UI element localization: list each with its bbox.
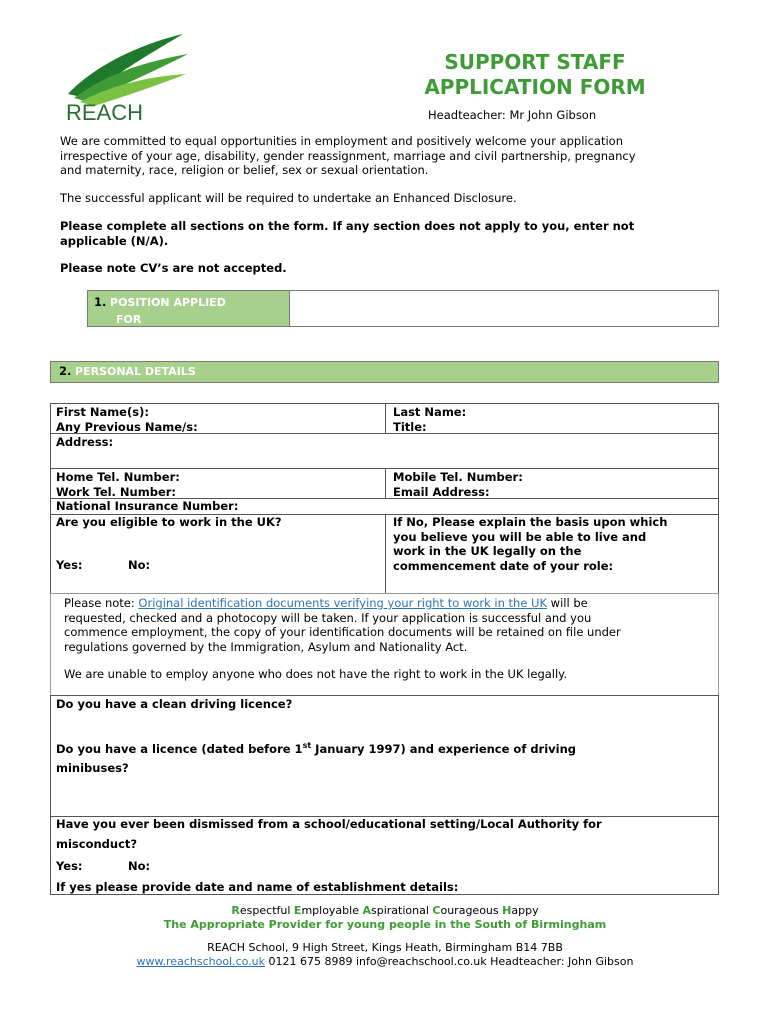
footer-values: [0, 904, 770, 918]
note-line: commence employment, the copy of your identification documents will be retained on file under: [64, 625, 621, 639]
position-applied-input[interactable]: [289, 290, 719, 327]
value-word: espectful: [239, 904, 294, 917]
dismissal-field[interactable]: [50, 816, 719, 895]
driving-licence-field[interactable]: [50, 695, 719, 817]
eligibility-field[interactable]: [50, 514, 386, 594]
logo-text: REACH: [66, 100, 144, 125]
value-word: ourageous: [440, 904, 503, 917]
right-to-work-note: [50, 593, 719, 696]
footer-contact: [0, 955, 770, 969]
note-suffix: will be: [547, 596, 588, 610]
note-line: requested, checked and a photocopy will be taken. If your application is successful and you: [64, 610, 592, 625]
instruction-line: Please complete all sections on the form. If any section does not apply to you, enter not: [60, 219, 635, 233]
value-initial: E: [293, 904, 302, 917]
section-number: 1.: [94, 295, 107, 309]
value-initial: H: [502, 904, 512, 917]
equal-ops-line: irrespective of your age, disability, gender reassignment, marriage and civil partnership, pregnancy: [60, 148, 636, 163]
minibus-text: January 1997) and experience of driving: [311, 741, 577, 756]
section-label: POSITION APPLIED: [110, 296, 226, 309]
field-label: Email Address:: [393, 485, 490, 499]
reach-logo: [58, 32, 198, 127]
headteacher-line: Headteacher: Mr John Gibson: [428, 108, 597, 122]
note-line: [64, 596, 588, 611]
value-word: mployable: [301, 904, 363, 917]
field-label: minibuses?: [56, 761, 129, 775]
field-label: Do you have a clean driving licence?: [56, 697, 293, 711]
website-link[interactable]: www.reachschool.co.uk: [136, 955, 266, 968]
footer-address: REACH School, 9 High Street, Kings Heath, Birmingham B14 7BB: [207, 941, 563, 954]
yes-option[interactable]: Yes:: [56, 859, 83, 873]
field-label: Are you eligible to work in the UK?: [56, 515, 282, 529]
section-2-header: [50, 361, 719, 383]
yes-option[interactable]: Yes:: [56, 558, 83, 572]
equal-opportunities-statement: [60, 134, 720, 178]
address-field[interactable]: [50, 433, 719, 469]
field-label: Work Tel. Number:: [56, 485, 177, 499]
section-1-header: [87, 290, 290, 327]
ordinal-suffix: st: [302, 741, 312, 750]
note-line: regulations governed by the Immigration, Asylum and Nationality Act.: [64, 639, 468, 654]
field-label: Mobile Tel. Number:: [393, 470, 523, 484]
ni-number-field[interactable]: [50, 498, 719, 515]
field-label: First Name(s):: [56, 405, 149, 419]
field-label: Last Name:: [393, 405, 467, 419]
value-word: spirational: [371, 904, 433, 917]
minibus-question: [56, 739, 576, 756]
equal-ops-line: We are committed to equal opportunities in employment and positively welcome your application: [60, 134, 624, 148]
first-name-field[interactable]: [50, 403, 386, 434]
value-initial: C: [432, 904, 441, 917]
right-to-work-link[interactable]: Original identification documents verifying your right to work in the UK: [138, 596, 548, 610]
value-initial: A: [362, 904, 371, 917]
note-prefix: Please note:: [64, 596, 139, 610]
field-label: work in the UK legally on the: [393, 544, 582, 558]
equal-ops-line: and maternity, race, religion or belief, sex or sexual orientation.: [60, 163, 429, 177]
field-label: If No, Please explain the basis upon which: [393, 515, 668, 529]
field-label: Home Tel. Number:: [56, 470, 180, 484]
contact-details: 0121 675 8989 info@reachschool.co.uk Headteacher: John Gibson: [265, 955, 634, 968]
instruction-line: applicable (N/A).: [60, 233, 169, 248]
field-label: misconduct?: [56, 837, 138, 851]
field-label: you believe you will be able to live and: [393, 529, 647, 544]
field-label: Any Previous Name/s:: [56, 420, 198, 434]
field-label: Address:: [56, 435, 114, 449]
field-label: National Insurance Number:: [56, 499, 239, 513]
section-label: PERSONAL DETAILS: [75, 365, 196, 378]
value-word: appy: [511, 904, 539, 917]
value-initial: R: [231, 904, 240, 917]
mobile-tel-field[interactable]: [385, 468, 719, 499]
home-tel-field[interactable]: [50, 468, 386, 499]
title-line-2: APPLICATION FORM: [424, 75, 646, 99]
section-number: 2.: [59, 364, 72, 378]
cv-note: Please note CV’s are not accepted.: [60, 261, 287, 275]
complete-instructions: [60, 219, 720, 248]
footer-tagline: The Appropriate Provider for young people in the South of Birmingham: [163, 918, 607, 931]
no-option[interactable]: No:: [128, 558, 151, 572]
field-label: Have you ever been dismissed from a school/educational setting/Local Authority for: [56, 817, 602, 831]
field-label: Title:: [393, 420, 427, 434]
disclosure-statement: The successful applicant will be required to undertake an Enhanced Disclosure.: [60, 191, 517, 205]
minibus-text: Do you have a licence (dated before 1: [56, 741, 303, 756]
page-title: [390, 50, 680, 100]
field-label: commencement date of your role:: [393, 558, 614, 573]
note-line: We are unable to employ anyone who does not have the right to work in the UK legally.: [64, 667, 568, 681]
field-label: If yes please provide date and name of establishment details:: [56, 880, 459, 894]
title-line-1: SUPPORT STAFF: [444, 50, 626, 74]
section-label: FOR: [116, 313, 142, 326]
no-option[interactable]: No:: [128, 859, 151, 873]
last-name-field[interactable]: [385, 403, 719, 434]
eligibility-explanation-field[interactable]: [385, 514, 719, 594]
